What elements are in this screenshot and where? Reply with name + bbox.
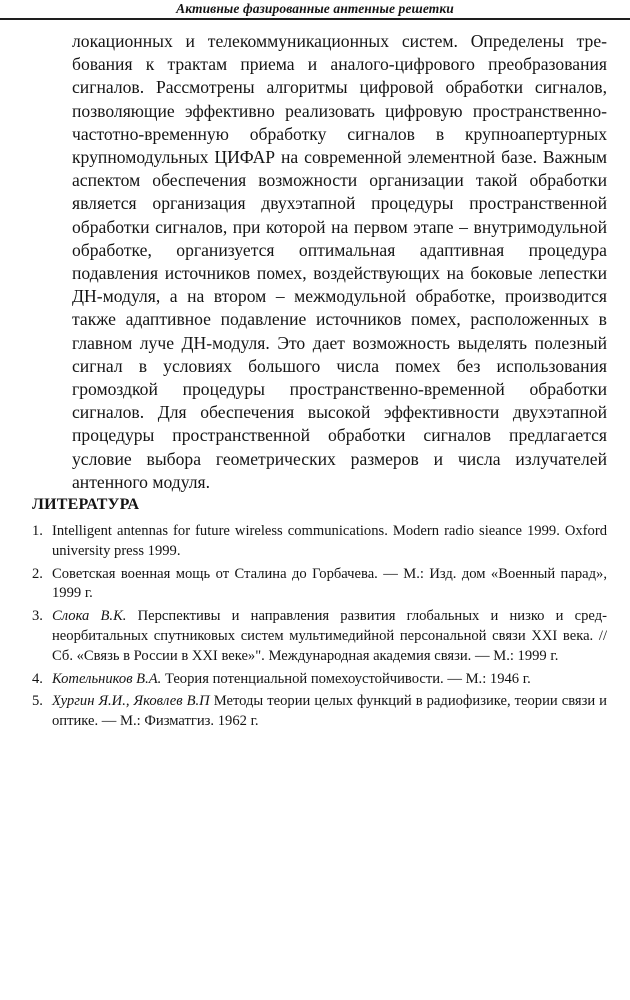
- reference-item: [32, 522, 607, 562]
- references-list: [32, 522, 607, 735]
- reference-item: [32, 607, 607, 666]
- references-heading: ЛИТЕРАТУРА: [32, 496, 140, 513]
- reference-author: Котельников В.А.: [52, 670, 162, 687]
- reference-number: 3.: [32, 608, 43, 625]
- reference-number: 2.: [32, 565, 43, 582]
- reference-number: 4.: [32, 670, 43, 687]
- reference-text: Перспективы и направления развития глобальных и низко и среднеорбитальных спутниковых систем мультимедийной персональной связи XXI века. // Сб. «Связь в России в XXI веке»". Международная академия связи. — М.: 1999 г.: [52, 608, 608, 664]
- reference-item: [32, 565, 607, 605]
- reference-author: Слока В.К.: [52, 608, 127, 625]
- body-paragraph: локационных и телекоммуникационных систем. Определены требования к трактам приема и аналого-цифрового преобразования сигналов. Рассмотрены алгоритмы цифровой обработки сигналов, позволяющие эффективно реализовать цифровую пространственно-частотно-временную обработку сигналов в крупноапертурных крупномодульных ЦИФАР на современной элементной базе. Важным аспектом обеспечения возможности организации такой обработки является организация двухэтапной процедуры пространственной обработки сигналов, при которой на первом этапе – внутримодульной обработке, организуется оптимальная адаптивная процедура подавления источников помех, воздействующих на боковые лепестки ДН-модуля, а на втором – межмодульной обработке, производится также адаптивное подавление источников помех, расположенных в главном луче ДН-модуля. Это дает возможность выделять полезный сигнал в условиях большого числа помех без использования громоздкой процедуры пространственно-временной обработки сигналов. Для обеспечения высокой эффективности двухэтапной процедуры пространственной обработки сигналов предлагается условие выбора геометрических размеров и числа излучателей антенного модуля.: [72, 31, 607, 492]
- running-header: [0, 0, 630, 20]
- reference-number: 1.: [32, 523, 43, 539]
- reference-text: Intelligent antennas for future wireless communications. Modern radio sieance 1999. Oxford university press 1999.: [52, 523, 607, 559]
- reference-text: Теория потенциальной помехоустойчивости. — М.: 1946 г.: [164, 670, 531, 687]
- reference-text: Методы теории целых функций в радиофизике, теории связи и оптике. — М.: Физматгиз. 1962 г.: [52, 693, 607, 730]
- reference-author: Хургин Я.И., Яковлев В.П: [52, 693, 210, 710]
- reference-item: [32, 692, 607, 732]
- reference-item: [32, 670, 607, 690]
- reference-text: Советская военная мощь от Сталина до Горбачева. — М.: Изд. дом «Военный парад», 1999 г.: [52, 565, 607, 602]
- running-title: Активные фазированные антенные решетки: [176, 1, 454, 16]
- reference-number: 5.: [32, 693, 43, 710]
